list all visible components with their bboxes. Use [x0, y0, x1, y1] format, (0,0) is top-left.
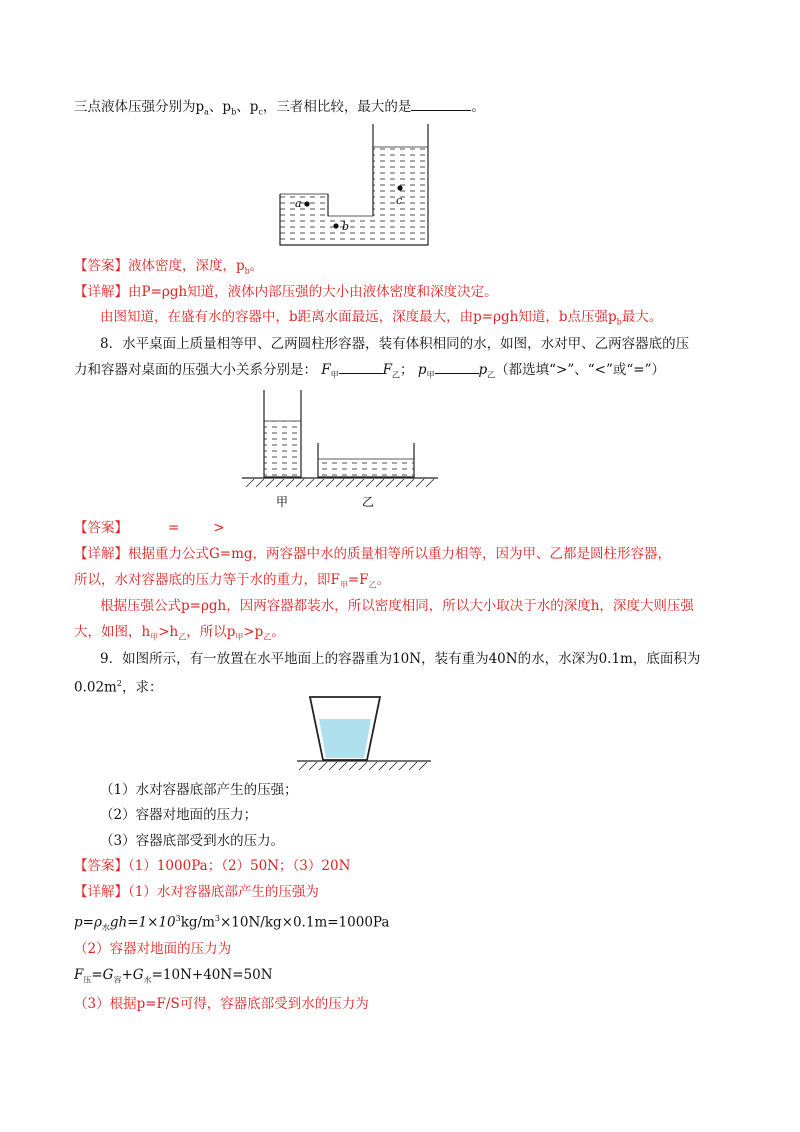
q7-detail: 【详解】由P=ρgh知道，液体内部压强的大小由液体密度和深度决定。: [74, 284, 498, 300]
answer-blank: [411, 98, 471, 111]
label-c: c: [396, 194, 403, 207]
point-a: [304, 201, 309, 206]
q8-detail-2: 所以，水对容器底的压力等于水的重力，即$F_甲=F_乙$。: [74, 572, 391, 590]
label-jia: 甲: [276, 495, 289, 509]
q8-detail-1: 【详解】根据重力公式G=mg，两容器中水的质量相等所以重力相等，因为甲、乙都是圆柱形容器，: [74, 546, 672, 562]
q9-equation-1: $p=\rho_水gh=1\times 10^3kg/m^3\times 10N/kg\times 0.1m=1000Pa$: [74, 914, 390, 933]
q9-detail-2: （2）容器对地面的压力为: [74, 941, 232, 957]
q7-stem: 三点液体压强分别为$p_a$、$p_b$、$p_c$，三者相比较，最大的是 。: [74, 99, 485, 117]
q9-stem-line1: 9．如图所示，有一放置在水平地面上的容器重为10N，装有重为40N的水，水深为0.1m，底面积为: [100, 651, 701, 667]
q8-detail-4: 大，如图，$h_甲>h_乙$，所以$p_甲>p_乙$。: [74, 624, 285, 642]
q8-stem-line1: 8．水平桌面上质量相等甲、乙两圆柱形容器，装有体积相同的水，如图，水对甲、乙两容器底的压: [100, 336, 690, 352]
q9-stem-line2: $0.02m^2$，求：: [74, 679, 163, 696]
answer-blank-1: [339, 361, 383, 374]
q8-answer: 【答案】 = >: [74, 520, 225, 536]
q7-container-figure: [278, 122, 438, 247]
point-b: [333, 223, 338, 228]
q9-answer: 【答案】（1）1000Pa；（2）50N；（3）20N: [74, 858, 351, 874]
q9-equation-2: $F_压=G_容+G_水=10N+40N=50N$: [74, 967, 273, 985]
q7-detail-2: 由图知道，在盛有水的容器中，b距离水面最远，深度最大，由p=ρgh知道，b点压强$p_b$最大。: [100, 309, 663, 327]
label-b: b: [342, 220, 350, 233]
label-yi: 乙: [362, 495, 375, 509]
q9-sub-3: （3）容器底部受到水的压力。: [100, 833, 285, 849]
answer-blank-2: [435, 361, 479, 374]
q8-containers-figure: [240, 388, 440, 513]
label-a: a: [295, 197, 302, 210]
q8-detail-3: 根据压强公式p=ρgh，因两容器都装水，所以密度相同，所以大小取决于水的深度h，深度大则压强: [100, 598, 694, 614]
q9-sub-2: （2）容器对地面的压力；: [100, 807, 258, 823]
q9-sub-1: （1）水对容器底部产生的压强；: [100, 782, 298, 798]
q7-answer: 【答案】液体密度，深度，$p_b$。: [74, 258, 264, 276]
point-c: [397, 185, 402, 190]
q9-container-figure: [295, 695, 455, 775]
q9-detail-1: 【详解】（1）水对容器底部产生的压强为: [74, 884, 319, 900]
q9-detail-3: （3）根据p=F/S可得，容器底部受到水的压力为: [74, 996, 369, 1012]
q8-stem-line2: 力和容器对桌面的压强大小关系分别是： $F_甲$ $F_乙$； $p_甲$ $p_乙$（都选填“>”、“<”或“=”）: [74, 362, 666, 380]
water: [319, 719, 371, 758]
